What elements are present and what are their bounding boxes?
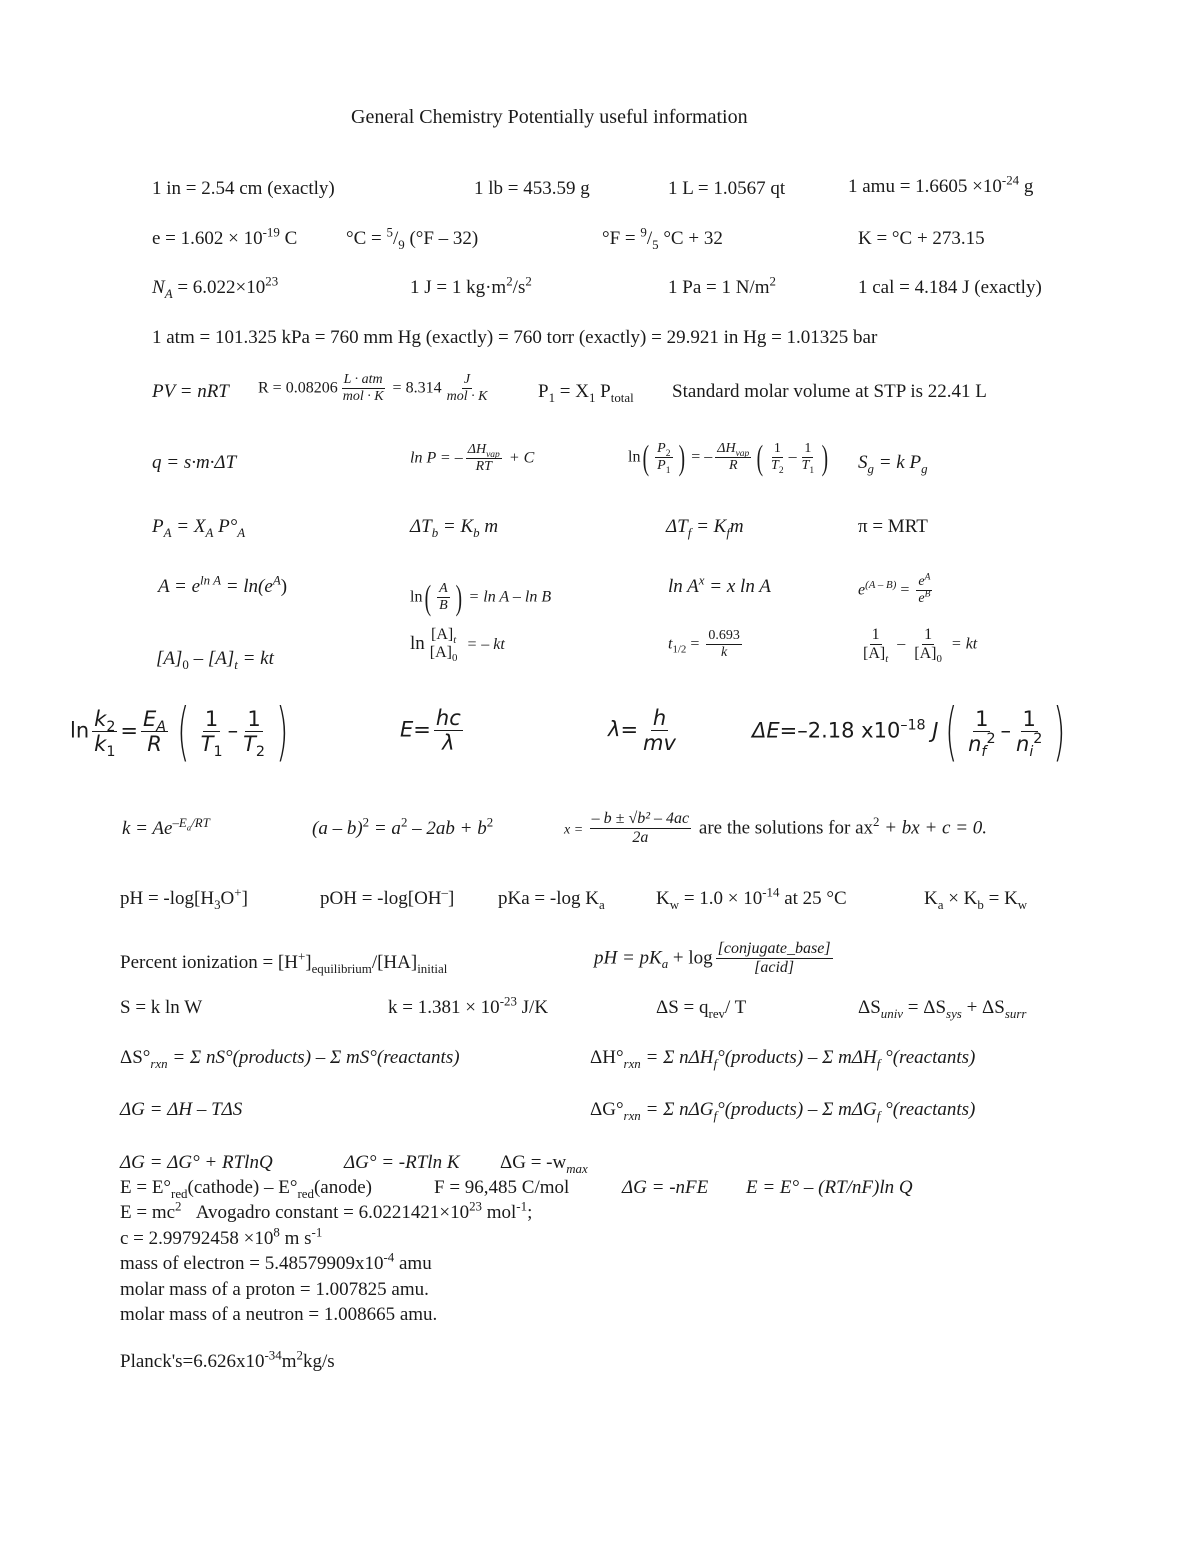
electron-mass: mass of electron = $5.48579909x10^{-4}$ amu (120, 1249, 432, 1274)
celsius-formula: $^\circ C = ^5/_9$ (°F – 32) (346, 224, 479, 252)
pka-definition: pKa = -log $K_a$ (498, 888, 605, 912)
nernst-equation: E = E° – (RT/nF)ln Q (746, 1177, 913, 1198)
daltons-law: $P_1 = X_1$ $P_{total}$ (538, 381, 634, 405)
neutron-mass: molar mass of a neutron = 1.008665 amu. (120, 1304, 438, 1325)
inch-cm-conversion: 1 in = 2.54 cm (exactly) (152, 178, 335, 199)
exponential-identity: $A = e^{ln A} = \ln(e^A)$ (158, 572, 288, 597)
percent-ionization: Percent ionization = $[H^+]_{equilibrium}/[HA]_{initial}$ (120, 948, 448, 976)
faraday-constant: F = 96,485 C/mol (434, 1177, 570, 1198)
standard-gibbs-reaction: $\Delta G^\circ_{rxn} = \Sigma$ nΔG$_f$°(products) – Σ mΔG$_f$ °(reactants) (590, 1099, 976, 1123)
lb-g-conversion: 1 lb = 453.59 g (474, 178, 590, 199)
henrys-law: $S_g = k$ $P_g$ (858, 452, 928, 476)
standard-enthalpy-reaction: $\Delta H^\circ_{rxn} = \Sigma$ nΔH$_f$°(products) – Σ mΔH$_f$ °(reactants) (590, 1047, 976, 1071)
gibbs-free-energy: ΔG = ΔH – TΔS (120, 1099, 243, 1120)
gas-constant: R = 0.08206 $\frac{\text{L · atm}}{\text{mol · K}}$ = 8.314 $\frac{J}{\text{mol · K}}$ (258, 372, 488, 405)
mass-energy-avogadro: $E = mc^2$ Avogadro constant = $6.0221421\times 10^{23}$ mol$^{-1}$; (120, 1198, 533, 1223)
freezing-point-depression: $\Delta T_f = K_fm$ (666, 516, 744, 540)
proton-mass: molar mass of a proton = 1.007825 amu. (120, 1279, 429, 1300)
half-life-first-order: $t_{1/2}$ = $\frac{0.693}{k}$ (668, 628, 740, 661)
gibbs-equilibrium: ΔG° = -RTln K (344, 1152, 460, 1173)
arrhenius-two-point: ln $\frac{k_2}{k_1}$ = $\frac{E_A}{R}$ ( $\frac{1}{T_1}$ – $\frac{1}{T_2}$ ) (70, 695, 289, 768)
electron-charge: $e = 1.602 \times 10^{-19}$ C (152, 224, 298, 249)
first-order-rate-law: ln $[A]_t$ $[A]_0$ = – kt (410, 626, 505, 665)
ideal-gas-law: PV = nRT (152, 381, 229, 402)
osmotic-pressure: π = MRT (858, 516, 928, 537)
liter-quart-conversion: 1 L = 1.0567 qt (668, 178, 786, 199)
boltzmann-constant: $k = 1.381 \times 10^{-23}$ J/K (388, 993, 549, 1018)
gibbs-max-work: $\Delta G = -w_{max}$ (500, 1152, 588, 1176)
ka-kb-relation: $K_a \times K_b = K_w$ (924, 888, 1028, 912)
poh-definition: pOH = -log[OH–] (320, 884, 455, 909)
boiling-point-elevation: $\Delta T_b = K_b$ m (410, 516, 499, 540)
quadratic-formula: x = $\frac{\text{– b ± √b² – 4ac}}{2a}$ are the solutions for $ax^2$ + bx + c = 0. (564, 810, 988, 847)
clausius-clapeyron-two-point: ln( $\frac{P_2}{P_1}$ ) = – $\frac{\Delta H_{vap}}{R}$ ( $\frac{1}{T_2}$ – $\frac{1}{T_1}$ ) (628, 438, 829, 477)
gibbs-cell-relation: ΔG = -nFE (622, 1177, 709, 1198)
boltzmann-entropy: S = k ln W (120, 997, 203, 1018)
universe-entropy: $\Delta S_{univ} = \Delta S_{sys} + \Delta S_{surr}$ (858, 997, 1027, 1021)
atm-conversion: 1 atm = 101.325 kPa = 760 mm Hg (exactly) = 760 torr (exactly) = 29.921 in Hg = 1.01325 bar (152, 327, 878, 348)
joule-definition: 1 J = 1 $kg\cdot m^2/s^2$ (410, 273, 532, 298)
arrhenius-equation: $k = Ae^{-E_a/RT}$ (122, 814, 210, 839)
log-power-rule: $\ln A^x = x$ ln A (668, 572, 771, 597)
water-ionization-constant: $K_w = 1.0 \times 10^{-14}$ at 25 °C (656, 884, 847, 912)
standard-entropy-reaction: $\Delta S^\circ_{rxn} = \Sigma$ nS°(products) – Σ mS°(reactants) (120, 1047, 460, 1071)
plancks-constant: $Planck's=6.626x10^{-34}m^2kg/s$ (120, 1347, 335, 1372)
heat-equation: q = s·m·ΔT (152, 452, 237, 473)
exponent-quotient-rule: $e^{(A - B)}$ = $\frac{e^A}{e^B}$ (858, 572, 931, 607)
photon-energy: E= $\frac{hc}{\lambda}$ (400, 706, 461, 756)
de-broglie-wavelength: λ= $\frac{h}{mv}$ (608, 706, 676, 756)
fahrenheit-formula: $^\circ F = ^9/_5$ °C + 32 (602, 224, 723, 252)
kelvin-formula: K = °C + 273.15 (858, 228, 985, 249)
second-order-rate-law: $\frac{1}{[A]_t}$ – $\frac{1}{[A]_0}$ = kt (863, 626, 978, 666)
zero-order-rate-law: $[A]_0 - [A]_t$ = kt (156, 648, 274, 672)
log-quotient-rule: ln( $\frac{A}{B}$ ) = ln A – ln B (410, 578, 552, 617)
bohr-energy-transition: ΔE=–2.18 $x10^{-18}$ J( $\frac{1}{n_f^2}$ – $\frac{1}{n_i^2}$ ) (752, 695, 1066, 768)
calorie-definition: 1 cal = 4.184 J (exactly) (858, 277, 1042, 298)
stp-volume: Standard molar volume at STP is 22.41 L (672, 381, 987, 402)
page-title: General Chemistry Potentially useful information (351, 106, 748, 128)
entropy-change: $\Delta S = q_{rev}/$ T (656, 997, 747, 1021)
amu-conversion: 1 amu = $1.6605 \times 10^{-24}$ g (848, 172, 1034, 197)
gibbs-nonstandard: ΔG = ΔG° + RTlnQ (120, 1152, 273, 1173)
cell-potential: $E = E^\circ_{red}(cathode)$ – $E^\circ_{red}(anode)$ (120, 1177, 372, 1201)
henderson-hasselbalch: pH = $pK_a + \log$ $\frac{\text{[conjugate\_base]}}{\text{[acid]}}$ (594, 940, 831, 977)
avogadro-number: $N_A = 6.022\times 10^{23}$ (152, 273, 279, 301)
binomial-square: $(a - b)^2 = a^2 - 2ab + b^2$ (312, 814, 494, 839)
raoults-law: $P_A = X_A$ $P^\circ_A$ (152, 516, 246, 540)
pascal-definition: 1 Pa = 1 $N/m^2$ (668, 273, 776, 298)
speed-of-light: $c = 2.99792458 \times 10^8$ m $s^{-1}$ (120, 1224, 323, 1249)
ph-definition: pH = $-\log[H_3O^+]$ (120, 884, 248, 912)
clausius-clapeyron-linear: ln P = – $\frac{\Delta H_{vap}}{RT}$ + C (410, 442, 535, 475)
